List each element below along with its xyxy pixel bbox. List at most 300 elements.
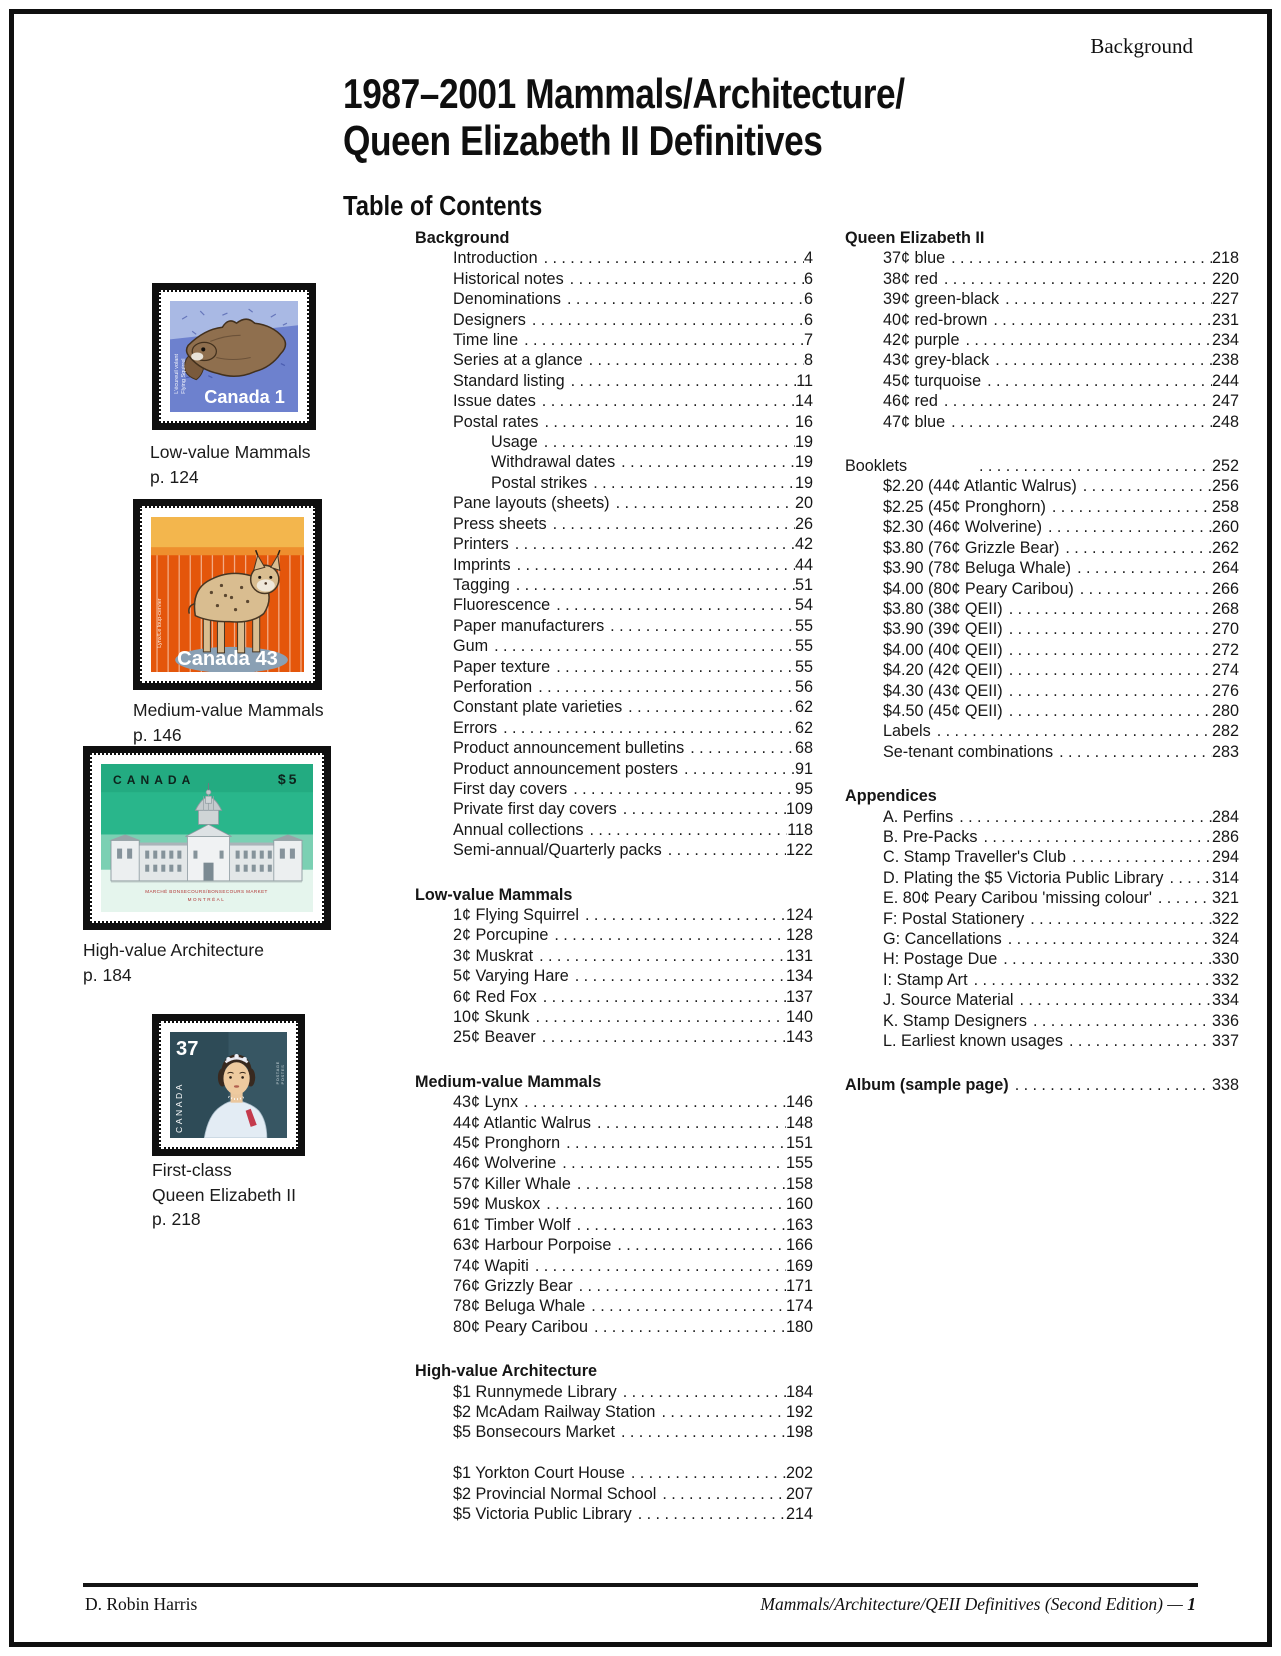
toc-section	[845, 1075, 1239, 1095]
toc-page-number: 321	[1211, 889, 1239, 908]
dot-leader	[945, 412, 1212, 432]
dot-leader	[518, 330, 804, 350]
dot-leader	[509, 534, 795, 554]
toc-page-number: 266	[1211, 579, 1239, 598]
toc-row	[415, 718, 813, 738]
stamp-low-value-mammals	[152, 283, 316, 430]
toc-page-number: 51	[794, 575, 813, 594]
dot-leader	[1071, 558, 1212, 578]
toc-entry-label: 44¢ Atlantic Walrus	[453, 1113, 591, 1132]
toc-section	[415, 228, 813, 861]
dot-leader	[684, 738, 795, 758]
toc-row	[415, 925, 813, 945]
toc-entry-label: $4.00 (40¢ QEII)	[883, 640, 1003, 659]
toc-entry-label: Denominations	[453, 290, 561, 309]
dot-leader	[1009, 1075, 1212, 1095]
toc-row	[845, 827, 1239, 847]
stamp-value: $5	[277, 771, 300, 788]
toc-entry-label: Booklets	[845, 457, 908, 476]
toc-entry-label: 45¢ Pronghorn	[453, 1134, 561, 1153]
building-label-line2: MONTRÉAL	[187, 896, 226, 902]
dot-leader	[536, 391, 795, 411]
toc-entry-label: Fluorescence	[453, 596, 551, 615]
toc-entry-label: L. Earliest known usages	[883, 1032, 1063, 1051]
queen-elizabeth-stamp-art	[170, 1032, 287, 1138]
toc-page-number: 248	[1211, 412, 1239, 431]
toc-entry-label: $2.25 (45¢ Pronghorn)	[883, 497, 1046, 516]
stamp-caption-low-value	[150, 440, 310, 489]
toc-page-number: 314	[1211, 868, 1239, 887]
dot-leader	[571, 1215, 786, 1235]
toc-section	[415, 885, 813, 1048]
toc-page-number: 122	[785, 841, 813, 860]
toc-page-number: 322	[1211, 909, 1239, 928]
caption-line: High-value Architecture	[83, 940, 264, 960]
toc-entry-label: $3.80 (76¢ Grizzle Bear)	[883, 538, 1060, 557]
toc-entry-label: Time line	[453, 331, 519, 350]
dot-leader	[561, 289, 804, 309]
toc-entry-label: $3.80 (38¢ QEII)	[883, 599, 1003, 618]
dot-leader	[556, 1153, 786, 1173]
toc-entry-label: 43¢ grey-black	[883, 351, 990, 370]
toc-entry-label: H: Postage Due	[883, 950, 998, 969]
toc-heading: Table of Contents	[343, 190, 543, 221]
toc-page-number: 54	[794, 596, 813, 615]
toc-row	[845, 391, 1239, 411]
toc-page-number: 62	[794, 718, 813, 737]
dot-leader	[981, 371, 1212, 391]
dot-leader	[1042, 517, 1212, 537]
toc-entry-label: Series at a glance	[453, 351, 583, 370]
stamp-caption-high-value	[83, 938, 264, 987]
toc-page-number: 42	[794, 535, 813, 554]
toc-page-number: 6	[803, 269, 813, 288]
toc-row	[415, 1276, 813, 1296]
toc-section	[415, 1072, 813, 1337]
dot-leader	[662, 840, 786, 860]
toc-page-number: 256	[1211, 477, 1239, 496]
toc-row	[415, 987, 813, 1007]
stamp-postes-text: POSTES	[279, 1064, 285, 1085]
toc-entry-label: 46¢ red	[883, 392, 938, 411]
toc-row	[415, 1153, 813, 1173]
toc-section	[845, 228, 1239, 432]
toc-entry-label: Annual collections	[453, 820, 584, 839]
toc-entry-label: Imprints	[453, 555, 511, 574]
toc-row	[415, 473, 813, 493]
toc-page-number: 218	[1211, 249, 1239, 268]
dot-leader	[604, 616, 795, 636]
toc-page-number: 55	[794, 657, 813, 676]
toc-entry-label: 40¢ red-brown	[883, 310, 988, 329]
toc-row	[845, 909, 1239, 929]
dot-leader	[518, 1092, 786, 1112]
toc-entry-label: 59¢ Muskox	[453, 1195, 541, 1214]
caption-line: Low-value Mammals	[150, 442, 311, 462]
dot-leader	[530, 1007, 786, 1027]
toc-entry-label: 78¢ Beluga Whale	[453, 1297, 586, 1316]
toc-page-number: 158	[785, 1174, 813, 1193]
dot-leader	[579, 905, 786, 925]
toc-page-number: 134	[785, 967, 813, 986]
toc-row	[415, 289, 813, 309]
dot-leader	[583, 350, 804, 370]
toc-entry-label: E. 80¢ Peary Caribou 'missing colour'	[883, 889, 1152, 908]
toc-entry-label: 80¢ Peary Caribou	[453, 1317, 588, 1336]
dot-leader	[488, 636, 795, 656]
dot-leader	[548, 925, 786, 945]
toc-row	[845, 538, 1239, 558]
footer-author: D. Robin Harris	[85, 1594, 198, 1614]
stamp-country: CANADA	[174, 1082, 185, 1133]
dot-leader	[532, 677, 795, 697]
toc-entry-label: Errors	[453, 718, 498, 737]
toc-page-number: 55	[794, 637, 813, 656]
toc-entry-label: F: Postal Stationery	[883, 909, 1025, 928]
caption-page: p. 184	[83, 964, 132, 985]
toc-entry-label: First day covers	[453, 779, 568, 798]
toc-row	[845, 619, 1239, 639]
toc-row	[415, 1402, 813, 1422]
dot-leader	[973, 456, 1212, 476]
stamp-side-text-fr: L'écureuil volant	[174, 353, 181, 394]
toc-entry-label: 74¢ Wapiti	[453, 1256, 529, 1275]
squirrel-eye	[201, 347, 205, 351]
toc-row	[415, 779, 813, 799]
dot-leader	[1027, 1011, 1212, 1031]
dot-leader	[1053, 742, 1212, 762]
toc-page-number: 334	[1211, 991, 1239, 1010]
toc-page-number: 258	[1211, 497, 1239, 516]
toc-entry-label: C. Stamp Traveller's Club	[883, 848, 1067, 867]
dot-leader	[550, 657, 795, 677]
toc-entry-label: $4.50 (45¢ QEII)	[883, 701, 1003, 720]
stamp-side-text-en: Flying Squirrel	[181, 358, 188, 394]
toc-page-number: 214	[785, 1504, 813, 1523]
toc-section-header	[415, 228, 813, 248]
toc-entry-label: 5¢ Varying Hare	[453, 967, 569, 986]
building-label-line1: MARCHÉ BONSECOURS/BONSECOURS MARKET	[145, 888, 268, 894]
toc-page-number: 171	[785, 1276, 813, 1295]
toc-row	[845, 701, 1239, 721]
toc-row	[415, 310, 813, 330]
toc-page-number: 91	[794, 759, 813, 778]
toc-row	[845, 497, 1239, 517]
footer-page-number: 1	[1187, 1594, 1196, 1614]
toc-row	[845, 599, 1239, 619]
toc-entry-label: 42¢ purple	[883, 331, 960, 350]
dot-leader	[1003, 640, 1212, 660]
toc-row	[845, 1031, 1239, 1051]
toc-page-number: 336	[1211, 1011, 1239, 1030]
toc-entry-label: Usage	[491, 433, 538, 452]
dot-leader	[1077, 476, 1212, 496]
toc-page-number: 19	[794, 453, 813, 472]
caption-page: p. 124	[150, 466, 199, 487]
dot-leader	[960, 330, 1212, 350]
toc-page-number: 284	[1211, 807, 1239, 826]
toc-entry-label: Constant plate varieties	[453, 698, 623, 717]
toc-page-number: 252	[1211, 457, 1239, 476]
page-title-line1: 1987–2001 Mammals/Architecture/	[343, 70, 905, 117]
dot-leader	[533, 946, 786, 966]
toc-entry-label: 6¢ Red Fox	[453, 987, 537, 1006]
toc-row	[845, 660, 1239, 680]
toc-row	[845, 1011, 1239, 1031]
dot-leader	[573, 1276, 786, 1296]
dot-leader	[987, 310, 1212, 330]
toc-row	[845, 929, 1239, 949]
toc-row	[415, 1113, 813, 1133]
toc-page-number: 198	[785, 1423, 813, 1442]
dot-leader	[1063, 1031, 1212, 1051]
toc-page-number: 270	[1211, 620, 1239, 639]
toc-entry-label: Issue dates	[453, 392, 536, 411]
toc-page-number: 337	[1211, 1032, 1239, 1051]
toc-entry-label: A. Perfins	[883, 807, 954, 826]
toc-page-number: 174	[785, 1297, 813, 1316]
toc-page-number: 160	[785, 1195, 813, 1214]
toc-page-number: 55	[794, 616, 813, 635]
toc-row	[415, 820, 813, 840]
dot-leader	[1002, 929, 1212, 949]
dot-leader	[587, 473, 795, 493]
toc-entry-label: $4.30 (43¢ QEII)	[883, 681, 1003, 700]
toc-page-number: 280	[1211, 701, 1239, 720]
toc-entry-label: Medium-value Mammals	[415, 1072, 602, 1091]
toc-entry-label: K. Stamp Designers	[883, 1011, 1027, 1030]
toc-row	[415, 677, 813, 697]
toc-page-number: 56	[794, 677, 813, 696]
toc-page-number: 109	[785, 800, 813, 819]
toc-row	[415, 514, 813, 534]
toc-page-number: 26	[794, 514, 813, 533]
toc-page-number: 19	[794, 473, 813, 492]
toc-row	[415, 616, 813, 636]
dot-leader	[938, 391, 1212, 411]
toc-row	[415, 799, 813, 819]
dot-leader	[1013, 990, 1212, 1010]
toc-entry-label: Album (sample page)	[845, 1076, 1009, 1095]
dot-leader	[1024, 909, 1212, 929]
caption-line: Queen Elizabeth II	[152, 1184, 296, 1205]
toc-row	[845, 350, 1239, 370]
dot-leader	[622, 697, 795, 717]
dot-leader	[655, 1402, 786, 1422]
toc-section-header	[845, 228, 1239, 248]
toc-page-number: 14	[794, 392, 813, 411]
toc-row	[845, 742, 1239, 762]
running-header: Background	[1090, 34, 1193, 58]
toc-row	[845, 248, 1239, 268]
dot-leader	[1003, 619, 1212, 639]
dot-leader	[953, 807, 1212, 827]
toc-spacer	[415, 1443, 813, 1463]
toc-row	[415, 1317, 813, 1337]
toc-row	[415, 657, 813, 677]
toc-row	[845, 412, 1239, 432]
toc-row	[415, 1215, 813, 1235]
toc-page-number: 268	[1211, 599, 1239, 618]
toc-row	[415, 1092, 813, 1112]
dot-leader	[997, 949, 1212, 969]
toc-entry-label: 25¢ Beaver	[453, 1028, 536, 1047]
toc-entry-label: 1¢ Flying Squirrel	[453, 906, 579, 924]
dot-leader	[591, 1113, 786, 1133]
toc-section-header	[415, 1361, 813, 1381]
toc-row	[415, 1133, 813, 1153]
toc-section	[845, 786, 1239, 1051]
dot-leader	[529, 1256, 786, 1276]
dot-leader	[536, 1027, 786, 1047]
toc-entry-label: B. Pre-Packs	[883, 827, 978, 846]
toc-row	[845, 310, 1239, 330]
toc-entry-label: Gum	[453, 637, 489, 656]
toc-page-number: 282	[1211, 722, 1239, 741]
toc-row	[845, 371, 1239, 391]
toc-page-number: 338	[1211, 1076, 1239, 1095]
toc-entry-label: High-value Architecture	[415, 1362, 597, 1381]
dot-leader	[1163, 868, 1212, 888]
toc-entry-label: Queen Elizabeth II	[845, 229, 985, 247]
caption-page: p. 146	[133, 724, 182, 745]
toc-page-number: 274	[1211, 661, 1239, 680]
dot-leader	[569, 966, 786, 986]
dot-leader	[678, 759, 795, 779]
toc-row	[415, 371, 813, 391]
stamp-country-value: Canada 43	[177, 647, 278, 670]
toc-entry-label: $4.00 (80¢ Peary Caribou)	[883, 579, 1074, 598]
toc-entry-label: Tagging	[453, 575, 510, 594]
toc-row	[845, 949, 1239, 969]
toc-page-number: 62	[794, 698, 813, 717]
toc-entry-label: $2.30 (46¢ Wolverine)	[883, 518, 1042, 537]
toc-page-number: 231	[1211, 310, 1239, 329]
toc-row	[415, 738, 813, 758]
toc-entry-label: Perforation	[453, 677, 533, 696]
toc-page-number: 16	[794, 412, 813, 431]
toc-row	[845, 558, 1239, 578]
stamp-side-text: Lynx/Le loup-cervier	[157, 598, 164, 648]
toc-page-number: 324	[1211, 930, 1239, 948]
dot-leader	[497, 718, 795, 738]
toc-page-number: 68	[794, 739, 813, 758]
stamp-value: 37	[176, 1038, 199, 1061]
toc-row	[415, 1027, 813, 1047]
toc-row	[415, 1007, 813, 1027]
dot-leader	[1003, 681, 1212, 701]
toc-entry-label: $4.20 (42¢ QEII)	[883, 661, 1003, 680]
toc-page-number: 234	[1211, 331, 1239, 350]
toc-row	[415, 493, 813, 513]
toc-row	[845, 640, 1239, 660]
stamp-paper	[159, 290, 309, 423]
toc-page-number: 169	[785, 1256, 813, 1275]
toc-entry-label: J. Source Material	[883, 991, 1014, 1010]
dot-leader	[510, 575, 795, 595]
toc-row	[415, 1296, 813, 1316]
toc-row	[845, 721, 1239, 741]
toc-entry-label: 3¢ Muskrat	[453, 946, 534, 965]
dot-leader	[610, 493, 795, 513]
toc-row	[415, 1382, 813, 1402]
caption-line: First-class	[152, 1160, 232, 1180]
dot-leader	[617, 799, 786, 819]
toc-page-number: 146	[785, 1093, 813, 1112]
toc-entry-label: $2 Provincial Normal School	[453, 1484, 657, 1503]
toc-row	[845, 456, 1239, 476]
toc-entry-label: Designers	[453, 310, 526, 329]
dot-leader	[567, 779, 795, 799]
toc-page-number: 4	[803, 249, 813, 268]
toc-row	[415, 1422, 813, 1442]
toc-page-number: 6	[803, 310, 813, 329]
toc-entry-label: I: Stamp Art	[883, 970, 968, 989]
dot-leader	[1003, 660, 1212, 680]
lynx-stamp-art	[151, 517, 304, 672]
dot-leader	[931, 721, 1212, 741]
toc-entry-label: $2.20 (44¢ Atlantic Walrus)	[883, 477, 1077, 496]
toc-page-number: 20	[794, 494, 813, 513]
toc-row	[845, 517, 1239, 537]
dot-leader	[945, 248, 1212, 268]
toc-page-number: 118	[787, 820, 813, 839]
toc-row	[415, 966, 813, 986]
stamp-high-value-architecture	[83, 746, 331, 930]
stamp-paper	[90, 753, 324, 923]
toc-row	[845, 868, 1239, 888]
stamp-first-class-qeii	[152, 1014, 305, 1156]
toc-page-number: 286	[1211, 827, 1239, 846]
dot-leader	[999, 289, 1212, 309]
dot-leader	[583, 820, 787, 840]
toc-section-header	[415, 885, 813, 905]
toc-page-number: 192	[785, 1402, 813, 1421]
toc-row	[415, 432, 813, 452]
toc-page-number: 247	[1211, 392, 1239, 411]
toc-page-number: 330	[1211, 950, 1239, 969]
toc-entry-label: 46¢ Wolverine	[453, 1154, 557, 1173]
toc-page-number: 7	[803, 331, 813, 350]
toc-entry-label: Postal rates	[453, 412, 539, 431]
dot-leader	[585, 1296, 786, 1316]
toc-row	[415, 1463, 813, 1483]
dot-leader	[1074, 579, 1212, 599]
dot-leader	[571, 1174, 786, 1194]
toc-page-number: 6	[803, 290, 813, 309]
toc-row	[845, 330, 1239, 350]
toc-entry-label: $3.90 (78¢ Beluga Whale)	[883, 559, 1072, 578]
toc-row	[845, 888, 1239, 908]
toc-entry-label: $5 Bonsecours Market	[453, 1423, 615, 1442]
stamp-medium-value-mammals	[133, 499, 322, 690]
toc-page-number: 180	[785, 1317, 813, 1336]
dot-leader	[656, 1484, 786, 1504]
dot-leader	[977, 827, 1212, 847]
toc-entry-label: Historical notes	[453, 269, 564, 288]
toc-row	[845, 289, 1239, 309]
toc-row	[415, 1174, 813, 1194]
toc-page-number: 148	[785, 1113, 813, 1132]
toc-row	[415, 555, 813, 575]
toc-entry-label: Semi-annual/Quarterly packs	[453, 841, 662, 860]
footer-rule	[83, 1583, 1198, 1587]
toc-page-number: 11	[796, 371, 813, 390]
toc-row	[415, 330, 813, 350]
dot-leader	[526, 310, 804, 330]
toc-page-number: 220	[1211, 269, 1239, 288]
dot-leader	[1152, 888, 1212, 908]
